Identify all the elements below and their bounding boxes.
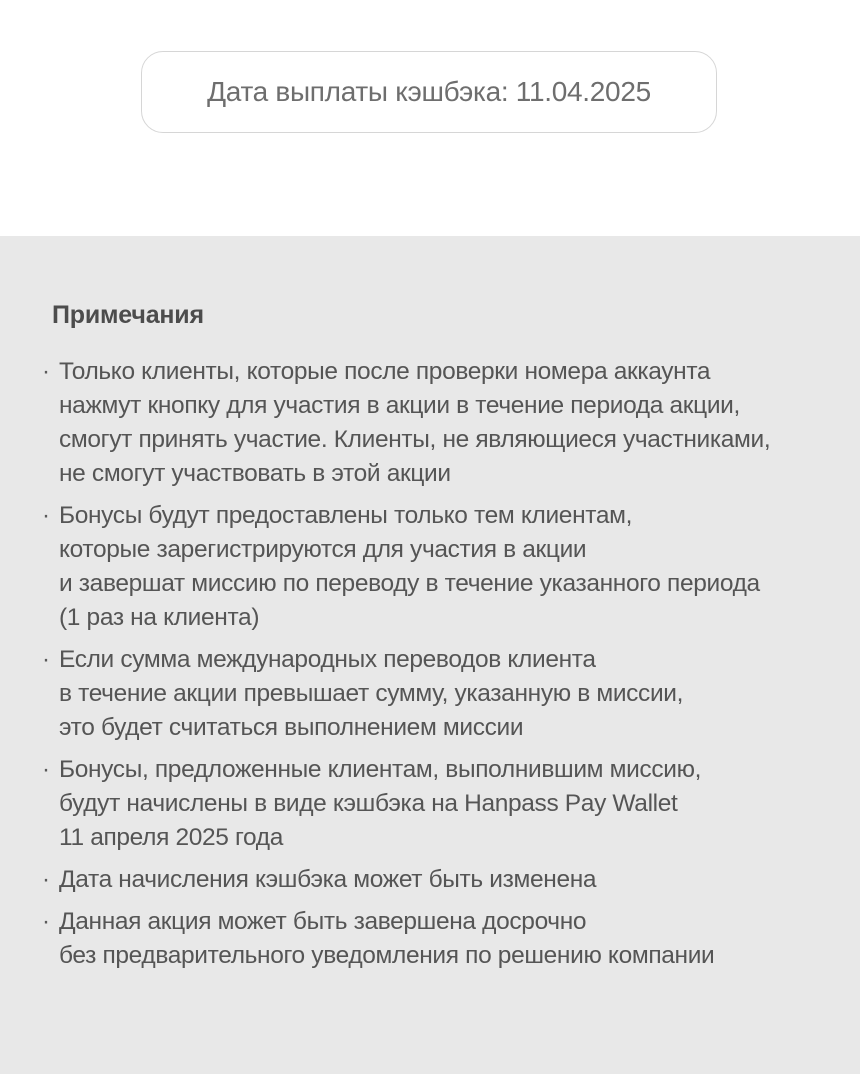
note-item xyxy=(42,643,849,745)
note-item xyxy=(42,863,849,897)
payout-section xyxy=(0,0,860,236)
note-text-line: которые зарегистрируются для участия в акции xyxy=(59,536,587,563)
bullet-icon: · xyxy=(42,358,50,385)
note-text-line: это будет считаться выполнением миссии xyxy=(59,714,524,741)
bullet-icon: · xyxy=(42,646,50,673)
note-text-line: Если сумма международных переводов клиента xyxy=(59,646,596,673)
bullet-icon: · xyxy=(42,502,50,529)
cashback-payout-date-text: Дата выплаты кэшбэка: 11.04.2025 xyxy=(207,76,651,107)
note-text-line: без предварительного уведомления по решению компании xyxy=(59,942,715,969)
cashback-payout-date-badge xyxy=(141,51,717,133)
note-item xyxy=(42,753,849,855)
note-text-line: Данная акция может быть завершена досрочно xyxy=(59,908,587,935)
bullet-icon: · xyxy=(42,866,50,893)
notes-title: Примечания xyxy=(52,301,204,329)
note-text-line: смогут принять участие. Клиенты, не являющиеся участниками, xyxy=(59,426,771,453)
note-text-line: 11 апреля 2025 года xyxy=(59,824,284,851)
note-text-line: не смогут участвовать в этой акции xyxy=(59,460,451,487)
note-text-line: нажмут кнопку для участия в акции в течение периода акции, xyxy=(59,392,740,419)
note-text-line: Только клиенты, которые после проверки номера аккаунта xyxy=(59,358,711,385)
note-item xyxy=(42,355,849,491)
note-text-line: Бонусы будут предоставлены только тем клиентам, xyxy=(59,502,633,529)
notes-section xyxy=(0,236,860,1074)
note-text-line: будут начислены в виде кэшбэка на Hanpass Pay Wallet xyxy=(59,790,678,817)
note-text-line: (1 раз на клиента) xyxy=(59,604,260,631)
bullet-icon: · xyxy=(42,908,50,935)
note-item xyxy=(42,499,849,635)
notes-list xyxy=(0,355,860,973)
note-item xyxy=(42,905,849,973)
note-text-line: Дата начисления кэшбэка может быть изменена xyxy=(59,866,597,893)
note-text-line: Бонусы, предложенные клиентам, выполнившим миссию, xyxy=(59,756,702,783)
note-text-line: и завершат миссию по переводу в течение указанного периода xyxy=(59,570,760,597)
note-text-line: в течение акции превышает сумму, указанную в миссии, xyxy=(59,680,684,707)
bullet-icon: · xyxy=(42,756,50,783)
